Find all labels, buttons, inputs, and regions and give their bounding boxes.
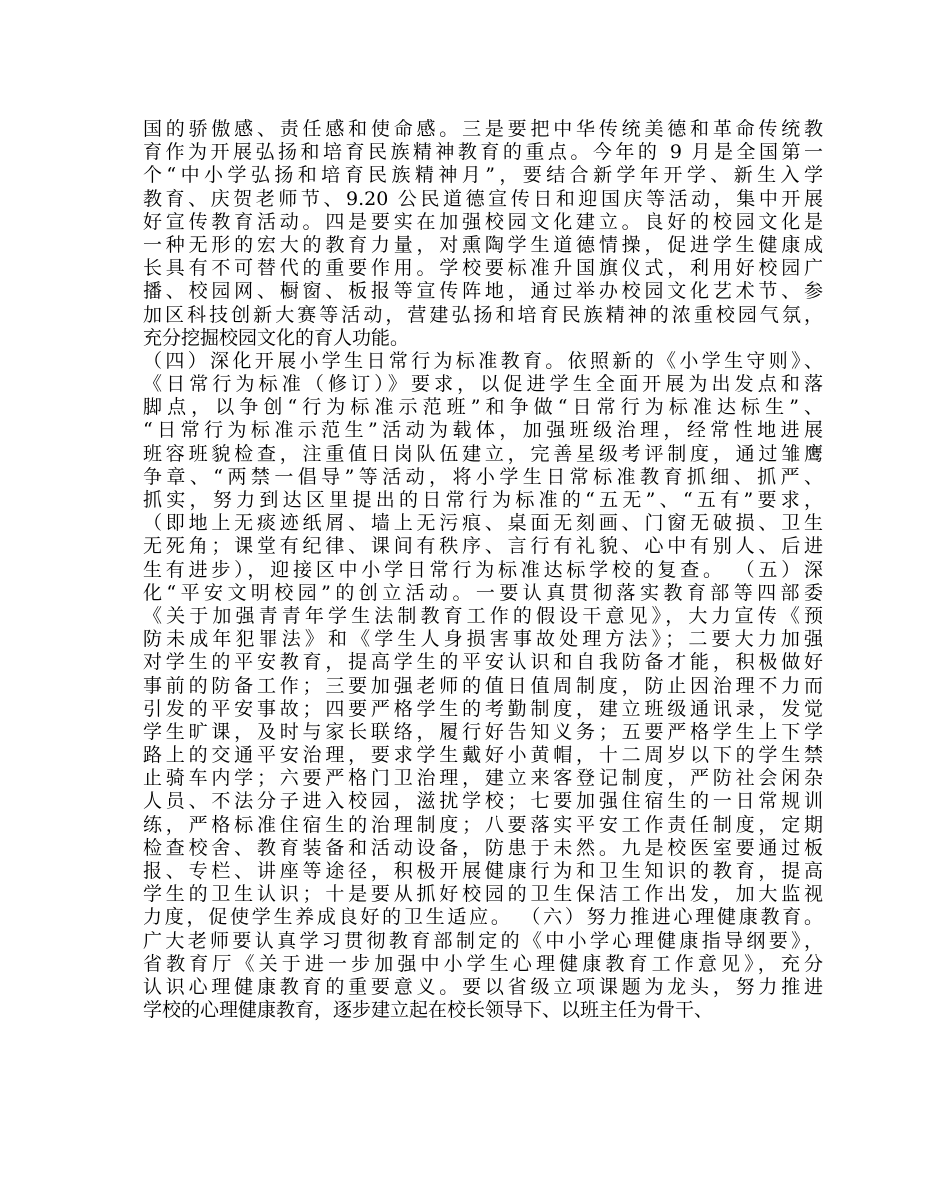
text-line: 省教育厅《关于进一步加强中小学生心理健康教育工作意见》，充分 bbox=[143, 952, 823, 975]
text-line: 对学生的平安教育，提高学生的平安认识和自我防备才能，积极做好 bbox=[143, 651, 823, 674]
text-line: 学校的心理健康教育，逐步建立起在校长领导下、以班主任为骨干、 bbox=[143, 999, 714, 1022]
text-line: 抓实，努力到达区里提出的日常行为标准的“五无”、“五有”要求， bbox=[143, 489, 823, 511]
text-line: 练，严格标准住宿生的治理制度；八要落实平安工作责任制度，定期 bbox=[143, 813, 823, 836]
text-line: 路上的交通平安治理，要求学生戴好小黄帽，十二周岁以下的学生禁 bbox=[143, 744, 823, 767]
text-line: 学生的卫生认识；十是要从抓好校园的卫生保洁工作出发，加大监视 bbox=[143, 883, 823, 906]
text-line: 广大老师要认真学习贯彻教育部制定的《中小学心理健康指导纲要》， bbox=[143, 929, 823, 952]
text-line: 《关于加强青青年学生法制教育工作的假设干意见》，大力宣传《预 bbox=[143, 604, 823, 627]
text-line: 学生旷课，及时与家长联络，履行好告知义务；五要严格学生上下学 bbox=[143, 720, 823, 743]
text-line: 报、专栏、讲座等途径，积极开展健康行为和卫生知识的教育，提高 bbox=[143, 860, 823, 882]
text-line: 班容班貌检查，注重值日岗队伍建立，完善星级考评制度，通过雏鹰 bbox=[143, 442, 823, 465]
text-line: 力度，促使学生养成良好的卫生适应。 （六）努力推进心理健康教育。 bbox=[143, 906, 823, 929]
text-line: 育作为开展弘扬和培育民族精神教育的重点。今年的 9 月是全国第一 bbox=[143, 141, 823, 164]
text-line: 止骑车内学；六要严格门卫治理，建立来客登记制度，严防社会闲杂 bbox=[143, 767, 823, 790]
text-line: “日常行为标准示范生”活动为载体，加强班级治理，经常性地进展 bbox=[143, 419, 823, 442]
text-line: 国的骄傲感、责任感和使命感。三是要把中华传统美德和革命传统教 bbox=[143, 118, 823, 140]
text-line: 争章、“两禁一倡导”等活动，将小学生日常标准教育抓细、抓严、 bbox=[143, 465, 823, 488]
text-line: 防未成年犯罪法》和《学生人身损害事故处理方法》；二要大力加强 bbox=[143, 628, 823, 651]
text-line: 好宣传教育活动。四是要实在加强校园文化建立。良好的校园文化是 bbox=[143, 210, 823, 233]
text-line: （四）深化开展小学生日常行为标准教育。依照新的《小学生守则》、 bbox=[143, 349, 823, 372]
text-line: 长具有不可替代的重要作用。学校要标准升国旗仪式，利用好校园广 bbox=[143, 257, 823, 280]
text-line: 事前的防备工作；三要加强老师的值日值周制度，防止因治理不力而 bbox=[143, 674, 823, 697]
text-line: 个“中小学弘扬和培育民族精神月”，要结合新学年开学、新生入学 bbox=[143, 164, 823, 187]
text-line: 一种无形的宏大的教育力量，对熏陶学生道德情操，促进学生健康成 bbox=[143, 233, 823, 256]
text-line: 教育、庆贺老师节、9.20 公民道德宣传日和迎国庆等活动，集中开展 bbox=[143, 187, 823, 210]
text-line: 生有进步），迎接区中小学日常行为标准达标学校的复查。 （五）深 bbox=[143, 558, 823, 581]
text-line: 无死角；课堂有纪律、课间有秩序、言行有礼貌、心中有别人、后进 bbox=[143, 535, 823, 558]
body-text bbox=[143, 118, 823, 1022]
text-line: 加区科技创新大赛等活动，营建弘扬和培育民族精神的浓重校园气氛， bbox=[143, 303, 823, 326]
text-line: 《日常行为标准（修订）》要求，以促进学生全面开展为出发点和落 bbox=[143, 373, 823, 396]
text-line: 引发的平安事故；四要严格学生的考勤制度，建立班级通讯录，发觉 bbox=[143, 697, 823, 720]
text-line: 认识心理健康教育的重要意义。要以省级立项课题为龙头，努力推进 bbox=[143, 975, 823, 998]
text-line: （即地上无痰迹纸屑、墙上无污痕、桌面无刻画、门窗无破损、卫生 bbox=[143, 512, 823, 535]
text-line: 脚点，以争创“行为标准示范班”和争做“日常行为标准达标生”、 bbox=[143, 396, 823, 419]
text-line: 检查校舍、教育装备和活动设备，防患于未然。九是校医室要通过板 bbox=[143, 836, 823, 859]
text-line: 人员、不法分子进入校园，滋扰学校；七要加强住宿生的一日常规训 bbox=[143, 790, 823, 813]
text-line: 化“平安文明校园”的创立活动。一要认真贯彻落实教育部等四部委 bbox=[143, 581, 823, 604]
text-line: 充分挖掘校园文化的育人功能。 bbox=[143, 326, 410, 349]
text-line: 播、校园网、橱窗、板报等宣传阵地，通过举办校园文化艺术节、参 bbox=[143, 280, 823, 303]
